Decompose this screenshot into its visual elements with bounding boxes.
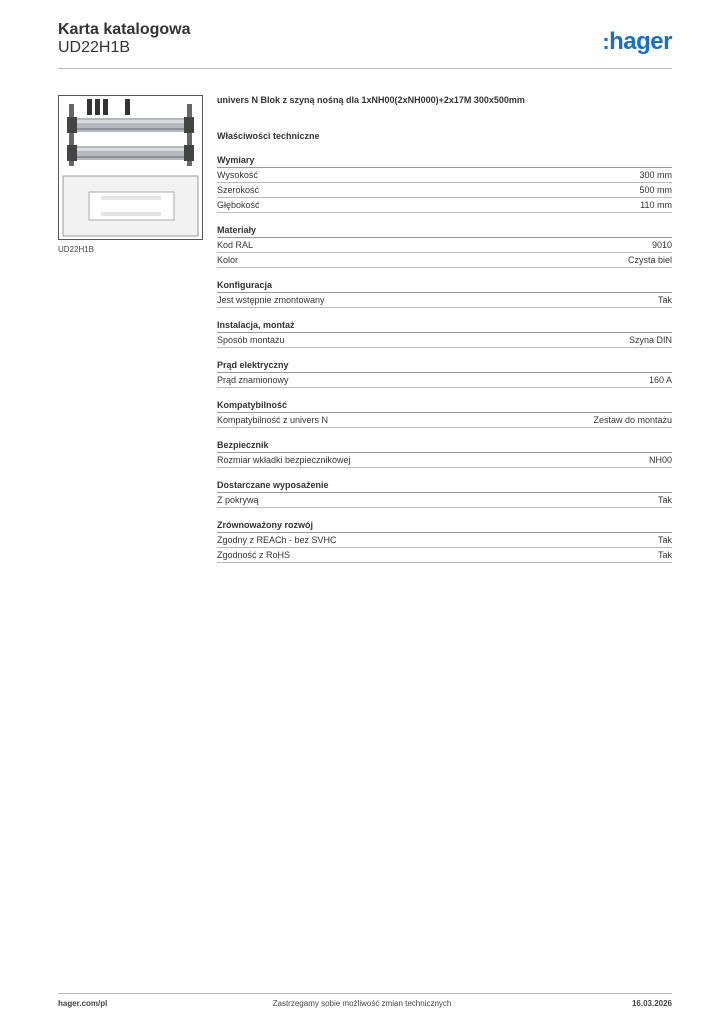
properties-heading: Właściwości techniczne — [217, 131, 320, 141]
group-title: Instalacja, montaż — [217, 318, 672, 333]
property-value: Tak — [657, 535, 672, 545]
property-row — [217, 293, 672, 308]
property-label: Zgodny z REACh - bez SVHC — [217, 535, 337, 545]
property-row — [217, 413, 672, 428]
property-value: 110 mm — [640, 200, 672, 210]
group-title: Bezpiecznik — [217, 438, 672, 453]
product-image — [58, 95, 203, 240]
busbar-block-illustration — [59, 96, 202, 239]
property-label: Głębokość — [217, 200, 260, 210]
property-label: Wysokość — [217, 170, 258, 180]
property-row — [217, 333, 672, 348]
property-group — [217, 478, 672, 508]
property-row — [217, 238, 672, 253]
property-value: Tak — [657, 495, 672, 505]
product-description: univers N Blok z szyną nośną dla 1xNH00(2xNH000)+2x17M 300x500mm — [217, 95, 525, 105]
property-group — [217, 318, 672, 348]
image-caption: UD22H1B — [58, 245, 95, 254]
group-title: Konfiguracja — [217, 278, 672, 293]
property-value: NH00 — [648, 455, 672, 465]
group-title: Zrównoważony rozwój — [217, 518, 672, 533]
group-title: Materiały — [217, 223, 672, 238]
property-row — [217, 453, 672, 468]
group-title: Kompatybilność — [217, 398, 672, 413]
property-group — [217, 518, 672, 563]
property-row — [217, 373, 672, 388]
property-value: Czysta biel — [627, 255, 672, 265]
property-label: Jest wstępnie zmontowany — [217, 295, 325, 305]
footer-date: 16.03.2026 — [631, 999, 672, 1008]
product-code: UD22H1B — [58, 39, 131, 56]
logo-text: hager — [609, 28, 672, 55]
property-label: Rozmiar wkładki bezpiecznikowej — [217, 455, 351, 465]
property-value: 160 A — [648, 375, 672, 385]
property-group — [217, 398, 672, 428]
property-row — [217, 198, 672, 213]
property-row — [217, 183, 672, 198]
property-label: Kolor — [217, 255, 239, 265]
property-row — [217, 168, 672, 183]
footer-divider — [58, 993, 672, 994]
property-row — [217, 253, 672, 268]
property-value: 500 mm — [639, 185, 672, 195]
group-title: Dostarczane wyposażenie — [217, 478, 672, 493]
property-label: Kompatybilność z univers N — [217, 415, 329, 425]
property-value: Tak — [657, 550, 672, 560]
property-label: Kod RAL — [217, 240, 254, 250]
property-value: 300 mm — [639, 170, 672, 180]
property-label: Prąd znamionowy — [217, 375, 289, 385]
hager-logo[interactable] — [602, 28, 672, 56]
property-label: Zgodność z RoHS — [217, 550, 291, 560]
property-group — [217, 358, 672, 388]
property-value: Zestaw do montażu — [593, 415, 672, 425]
property-row — [217, 533, 672, 548]
property-label: Sposób montażu — [217, 335, 285, 345]
property-groups — [217, 153, 672, 563]
property-label: Szerokość — [217, 185, 260, 195]
page-title: Karta katalogowa — [58, 21, 191, 38]
group-title: Wymiary — [217, 153, 672, 168]
property-value: 9010 — [651, 240, 672, 250]
property-group — [217, 223, 672, 268]
property-label: Z pokrywą — [217, 495, 259, 505]
property-group — [217, 278, 672, 308]
property-group — [217, 153, 672, 213]
property-value: Szyna DIN — [628, 335, 672, 345]
technical-spec — [217, 95, 672, 573]
property-group — [217, 438, 672, 468]
footer-disclaimer: Zastrzegamy sobie możliwość zmian technicznych — [272, 999, 452, 1008]
group-title: Prąd elektryczny — [217, 358, 672, 373]
property-value: Tak — [657, 295, 672, 305]
logo-colon: : — [602, 29, 610, 54]
property-row — [217, 548, 672, 563]
footer-website[interactable]: hager.com/pl — [58, 999, 108, 1008]
property-row — [217, 493, 672, 508]
header-divider — [58, 68, 672, 69]
